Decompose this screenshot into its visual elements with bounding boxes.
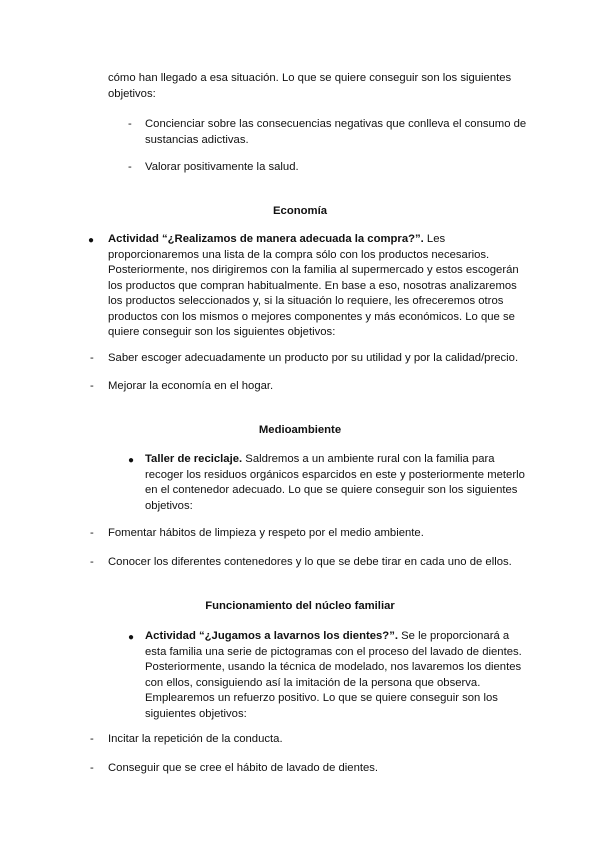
objective-item: Valorar positivamente la salud. (145, 161, 299, 173)
dash-marker: - (90, 762, 94, 774)
dash-marker: - (90, 733, 94, 745)
activity-title: Actividad “¿Jugamos a lavarnos los dientes?”. (145, 630, 398, 642)
intro-paragraph (108, 71, 528, 102)
bullet-icon: ● (88, 235, 95, 246)
activity-title: Actividad “¿Realizamos de manera adecuada la compra?”. (108, 233, 424, 245)
objective-item: Conseguir que se cree el hábito de lavado de dientes. (108, 762, 379, 774)
section-heading-economia: Economía (273, 205, 327, 217)
intro-line: objetivos: (108, 87, 156, 100)
dash-marker: - (128, 161, 132, 173)
section-heading-funcionamiento: Funcionamiento del núcleo familiar (205, 600, 395, 612)
intro-line: cómo han llegado a esa situación. Lo que se quiere conseguir son los siguientes (108, 72, 512, 84)
activity-text: Les proporcionaremos una lista de la compra sólo con los productos necesarios. Posteriormente, nos dirigiremos con la familia al supermercado y estos escogerán los productos que compran habitualmente. En base a eso, nosotras analizaremos los productos seleccionados y, si la situación lo requiere, les ofreceremos otros productos con los mismos o mejores componentes y más económicos. Lo que se quiere conseguir son los siguientes objetivos: (108, 233, 519, 338)
dash-marker: - (90, 527, 94, 539)
activity-paragraph-medioambiente (145, 452, 530, 514)
bullet-icon: ● (128, 455, 135, 466)
objective-item: Fomentar hábitos de limpieza y respeto por el medio ambiente. (108, 527, 424, 539)
activity-paragraph-economia (108, 232, 530, 341)
activity-text-continued: Posteriormente, usando la técnica de modelado, nos lavaremos los dientes con ellos, consiguiendo así la imitación de la persona que observa. Emplearemos un refuerzo positivo. Lo que se quiere conseguir son los siguientes objetivos: (145, 661, 522, 720)
dash-marker: - (90, 352, 94, 364)
activity-text: Se le proporcionará a esta familia una serie de pictogramas con el proceso del lavado de dientes. (145, 630, 522, 658)
activity-text: Saldremos a un ambiente rural con la familia para recoger los residuos orgánicos esparcidos en este y posteriormente meterlo en el contenedor adecuado. Lo que se quiere conseguir son los siguientes objetivos: (145, 453, 525, 512)
bullet-icon: ● (128, 632, 135, 643)
objective-item: Mejorar la economía en el hogar. (108, 380, 274, 392)
activity-title: Taller de reciclaje. (145, 453, 243, 465)
dash-marker: - (90, 380, 94, 392)
objective-item: Incitar la repetición de la conducta. (108, 733, 283, 745)
objective-item: Saber escoger adecuadamente un producto por su utilidad y por la calidad/precio. (108, 352, 519, 364)
dash-marker: - (128, 118, 132, 130)
section-heading-medioambiente: Medioambiente (258, 424, 342, 436)
objective-item: Conocer los diferentes contenedores y lo que se debe tirar en cada uno de ellos. (108, 556, 512, 568)
objective-item: Concienciar sobre las consecuencias negativas que conlleva el consumo de sustancias adictivas. (145, 118, 527, 146)
dash-marker: - (90, 556, 94, 568)
activity-paragraph-funcionamiento (145, 629, 530, 722)
